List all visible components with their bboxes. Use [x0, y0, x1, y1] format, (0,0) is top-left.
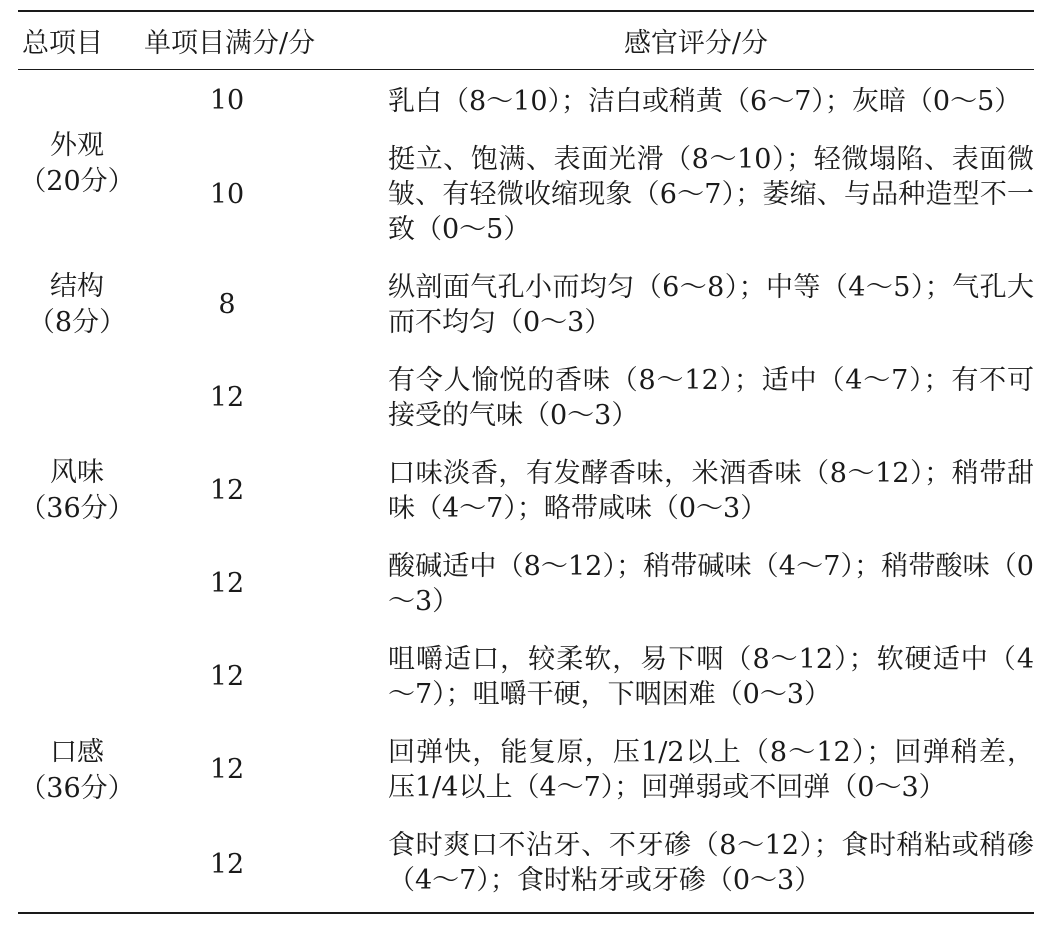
table-row	[18, 351, 1034, 444]
category-cell-appearance	[18, 70, 136, 259]
category-name: 风味	[50, 456, 104, 488]
table-header-row	[18, 11, 1034, 70]
header-full-score: 单项目满分/分	[144, 28, 316, 59]
table-row	[18, 258, 1034, 351]
category-total: （36分）	[19, 773, 135, 804]
category-name: 结构	[50, 270, 104, 302]
category-total: （20分）	[19, 166, 135, 197]
criteria-cell: 咀嚼适口，较柔软，易下咽（8～12）；软硬适中（4～7）；咀嚼干硬，下咽困难（0～3）	[388, 644, 1034, 710]
header-sensory-score: 感官评分/分	[623, 28, 769, 59]
criteria-cell: 有令人愉悦的香味（8～12）；适中（4～7）；有不可接受的气味（0～3）	[388, 365, 1034, 431]
score-cell: 12	[209, 661, 245, 692]
criteria-cell: 纵剖面气孔小而均匀（6～8）；中等（4～5）；气孔大而不均匀（0～3）	[388, 272, 1034, 338]
table-row	[18, 537, 1034, 630]
table-row	[18, 816, 1034, 913]
category-total: （36分）	[19, 492, 135, 524]
header-category: 总项目	[22, 28, 103, 59]
score-cell: 12	[209, 754, 245, 785]
category-total: （8分）	[27, 306, 127, 338]
sensory-evaluation-table-container	[18, 10, 1034, 914]
score-cell: 12	[209, 848, 245, 880]
score-cell: 8	[218, 289, 236, 320]
criteria-cell: 食时爽口不沾牙、不牙碜（8～12）；食时稍粘或稍碜（4～7）；食时粘牙或牙碜（0～3）	[388, 830, 1034, 896]
category-cell-mouthfeel	[18, 630, 136, 913]
criteria-cell: 挺立、饱满、表面光滑（8～10）；轻微塌陷、表面微皱、有轻微收缩现象（6～7）；萎缩、与品种造型不一致（0～5）	[388, 144, 1034, 245]
category-name: 外观	[50, 130, 104, 161]
criteria-cell: 口味淡香，有发酵香味，米酒香味（8～12）；稍带甜味（4～7）；略带咸味（0～3）	[388, 458, 1034, 524]
table-row	[18, 444, 1034, 537]
criteria-cell: 乳白（8～10）；洁白或稍黄（6～7）；灰暗（0～5）	[388, 86, 1022, 117]
category-name: 口感	[50, 737, 104, 768]
category-cell-flavor	[18, 351, 136, 630]
category-cell-structure	[18, 258, 136, 351]
score-cell: 12	[209, 475, 245, 506]
score-cell: 12	[209, 382, 245, 413]
score-cell: 10	[209, 178, 245, 210]
table-row	[18, 630, 1034, 723]
sensory-evaluation-table	[18, 10, 1034, 914]
criteria-cell: 酸碱适中（8～12）；稍带碱味（4～7）；稍带酸味（0～3）	[388, 551, 1034, 617]
table-row	[18, 70, 1034, 131]
score-cell: 10	[209, 84, 245, 116]
score-cell: 12	[209, 568, 245, 599]
table-row	[18, 130, 1034, 258]
table-row	[18, 723, 1034, 816]
criteria-cell: 回弹快，能复原，压1/2以上（8～12）；回弹稍差，压1/4以上（4～7）；回弹弱或不回弹（0～3）	[388, 737, 1034, 803]
